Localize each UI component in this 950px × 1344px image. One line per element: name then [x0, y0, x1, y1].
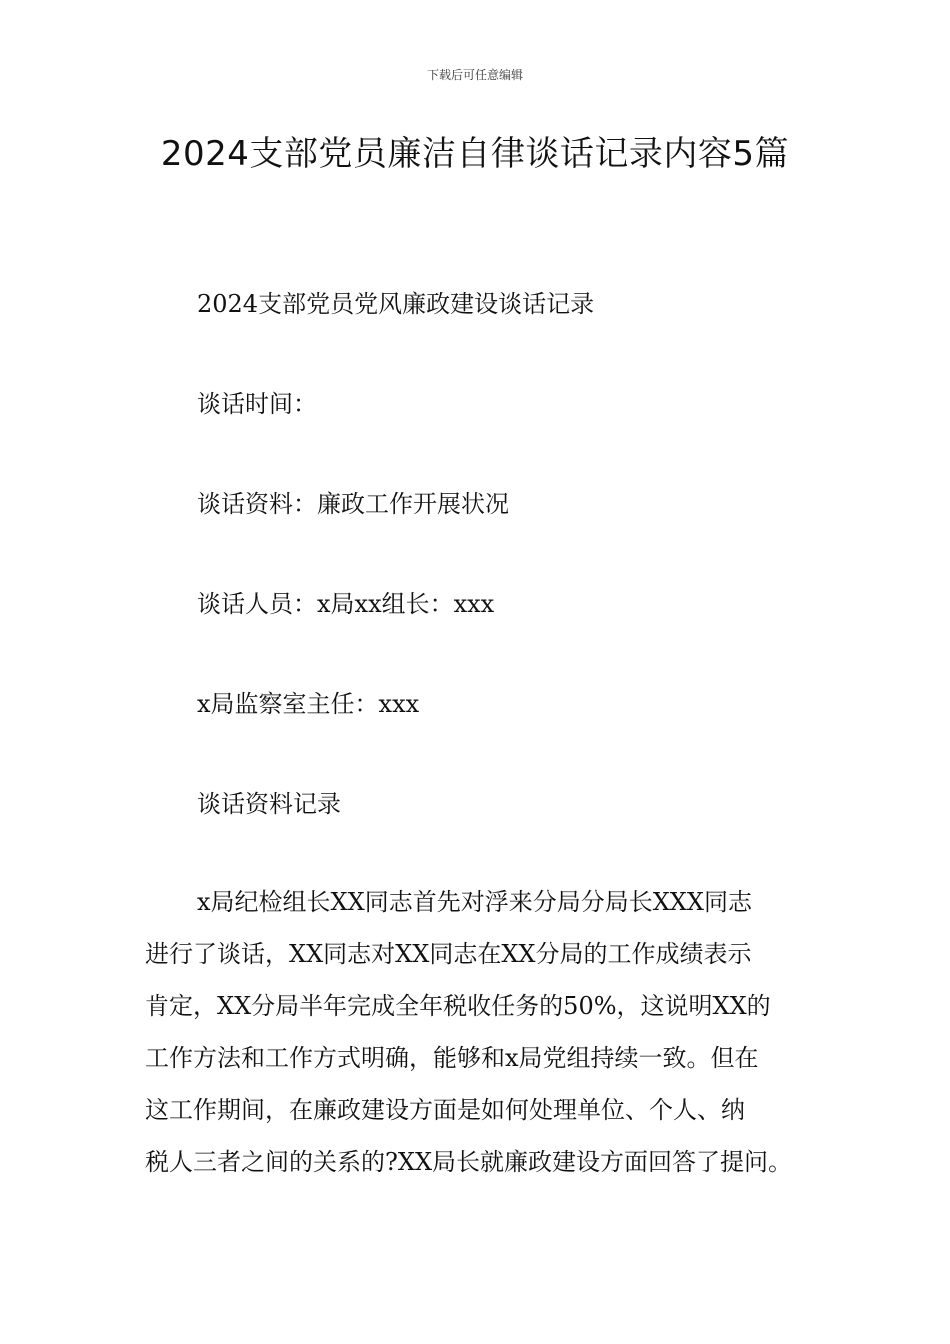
- talk-content-line: 谈话资料：廉政工作开展状况: [197, 490, 509, 518]
- talk-time-line: 谈话时间：: [197, 390, 317, 418]
- document-title: 2024支部党员廉洁自律谈话记录内容5篇: [160, 134, 790, 174]
- record-heading: 谈话资料记录: [197, 790, 341, 818]
- talk-people-line: 谈话人员：x局xx组长：xxx: [197, 590, 495, 618]
- paragraph-line: 工作方法和工作方式明确，能够和x局党组持续一致。但在: [145, 1044, 759, 1072]
- paragraph-line: 肯定，XX分局半年完成全年税收任务的50%，这说明XX的: [145, 992, 771, 1020]
- header-note: 下载后可任意编辑: [426, 68, 523, 82]
- paragraph-line: 这工作期间，在廉政建设方面是如何处理单位、个人、纳: [145, 1096, 745, 1124]
- subtitle-line: 2024支部党员党风廉政建设谈话记录: [197, 290, 595, 318]
- paragraph-line: 税人三者之间的关系的?XX局长就廉政建设方面回答了提问。: [145, 1148, 793, 1176]
- record-paragraph: [145, 876, 825, 1188]
- paragraph-line: x局纪检组长XX同志首先对浮来分局分局长XXX同志: [197, 888, 752, 916]
- paragraph-line: 进行了谈话，XX同志对XX同志在XX分局的工作成绩表示: [145, 940, 752, 968]
- supervisor-line: x局监察室主任：xxx: [197, 690, 420, 718]
